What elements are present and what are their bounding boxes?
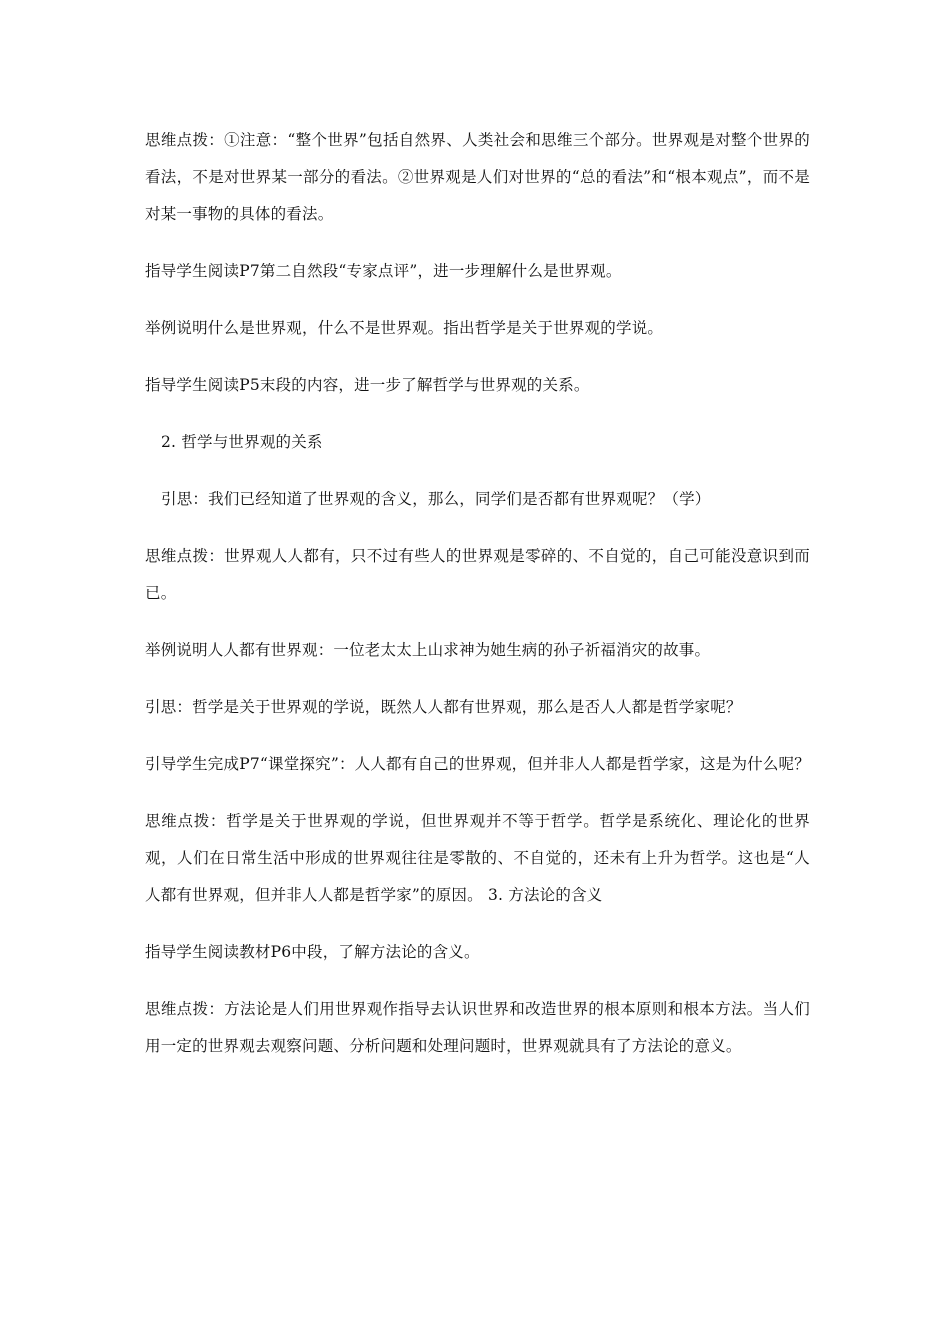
paragraph-worldview-note: 思维点拨：①注意：“整个世界”包括自然界、人类社会和思维三个部分。世界观是对整个世界的看法，不是对世界某一部分的看法。②世界观是人们对世界的“总的看法”和“根本观点”，而不是对某一事物的具体的看法。 [145,131,810,223]
paragraph-philosophy-vs-worldview: 思维点拨：哲学是关于世界观的学说，但世界观并不等于哲学。哲学是系统化、理论化的世界观，人们在日常生活中形成的世界观往往是零散的、不自觉的，还未有上升为哲学。这也是“人人都有世界观，但并非人人都是哲学家”的原因。 3. 方法论的含义 [145,812,810,904]
paragraph-example-worldview: 举例说明什么是世界观，什么不是世界观。指出哲学是关于世界观的学说。 [145,319,664,337]
section-heading-philosophy-worldview: 2. 哲学与世界观的关系 [161,433,323,451]
paragraph-methodology: 思维点拨：方法论是人们用世界观作指导去认识世界和改造世界的根本原则和根本方法。当人们用一定的世界观去观察问题、分析问题和处理问题时，世界观就具有了方法论的意义。 [145,1000,810,1055]
document-body [145,122,810,1065]
paragraph-reading-p6: 指导学生阅读教材P6中段，了解方法论的含义。 [145,943,480,961]
paragraph-example-old-lady: 举例说明人人都有世界观：一位老太太上山求神为她生病的孙子祈福消灾的故事。 [145,641,711,659]
paragraph-reading-p7: 指导学生阅读P7第二自然段“专家点评”，进一步理解什么是世界观。 [145,262,622,280]
paragraph-reading-p5: 指导学生阅读P5末段的内容，进一步了解哲学与世界观的关系。 [145,376,590,394]
paragraph-class-exploration: 引导学生完成P7“课堂探究”：人人都有自己的世界观，但并非人人都是哲学家，这是为什么呢？ [145,755,810,773]
paragraph-worldview-everyone: 思维点拨：世界观人人都有，只不过有些人的世界观是零碎的、不自觉的，自己可能没意识到而已。 [145,547,810,602]
paragraph-inquiry-philosopher: 引思：哲学是关于世界观的学说，既然人人都有世界观，那么是否人人都是哲学家呢？ [145,698,742,716]
paragraph-inquiry-worldview: 引思：我们已经知道了世界观的含义，那么，同学们是否都有世界观呢？（学） [161,490,711,508]
